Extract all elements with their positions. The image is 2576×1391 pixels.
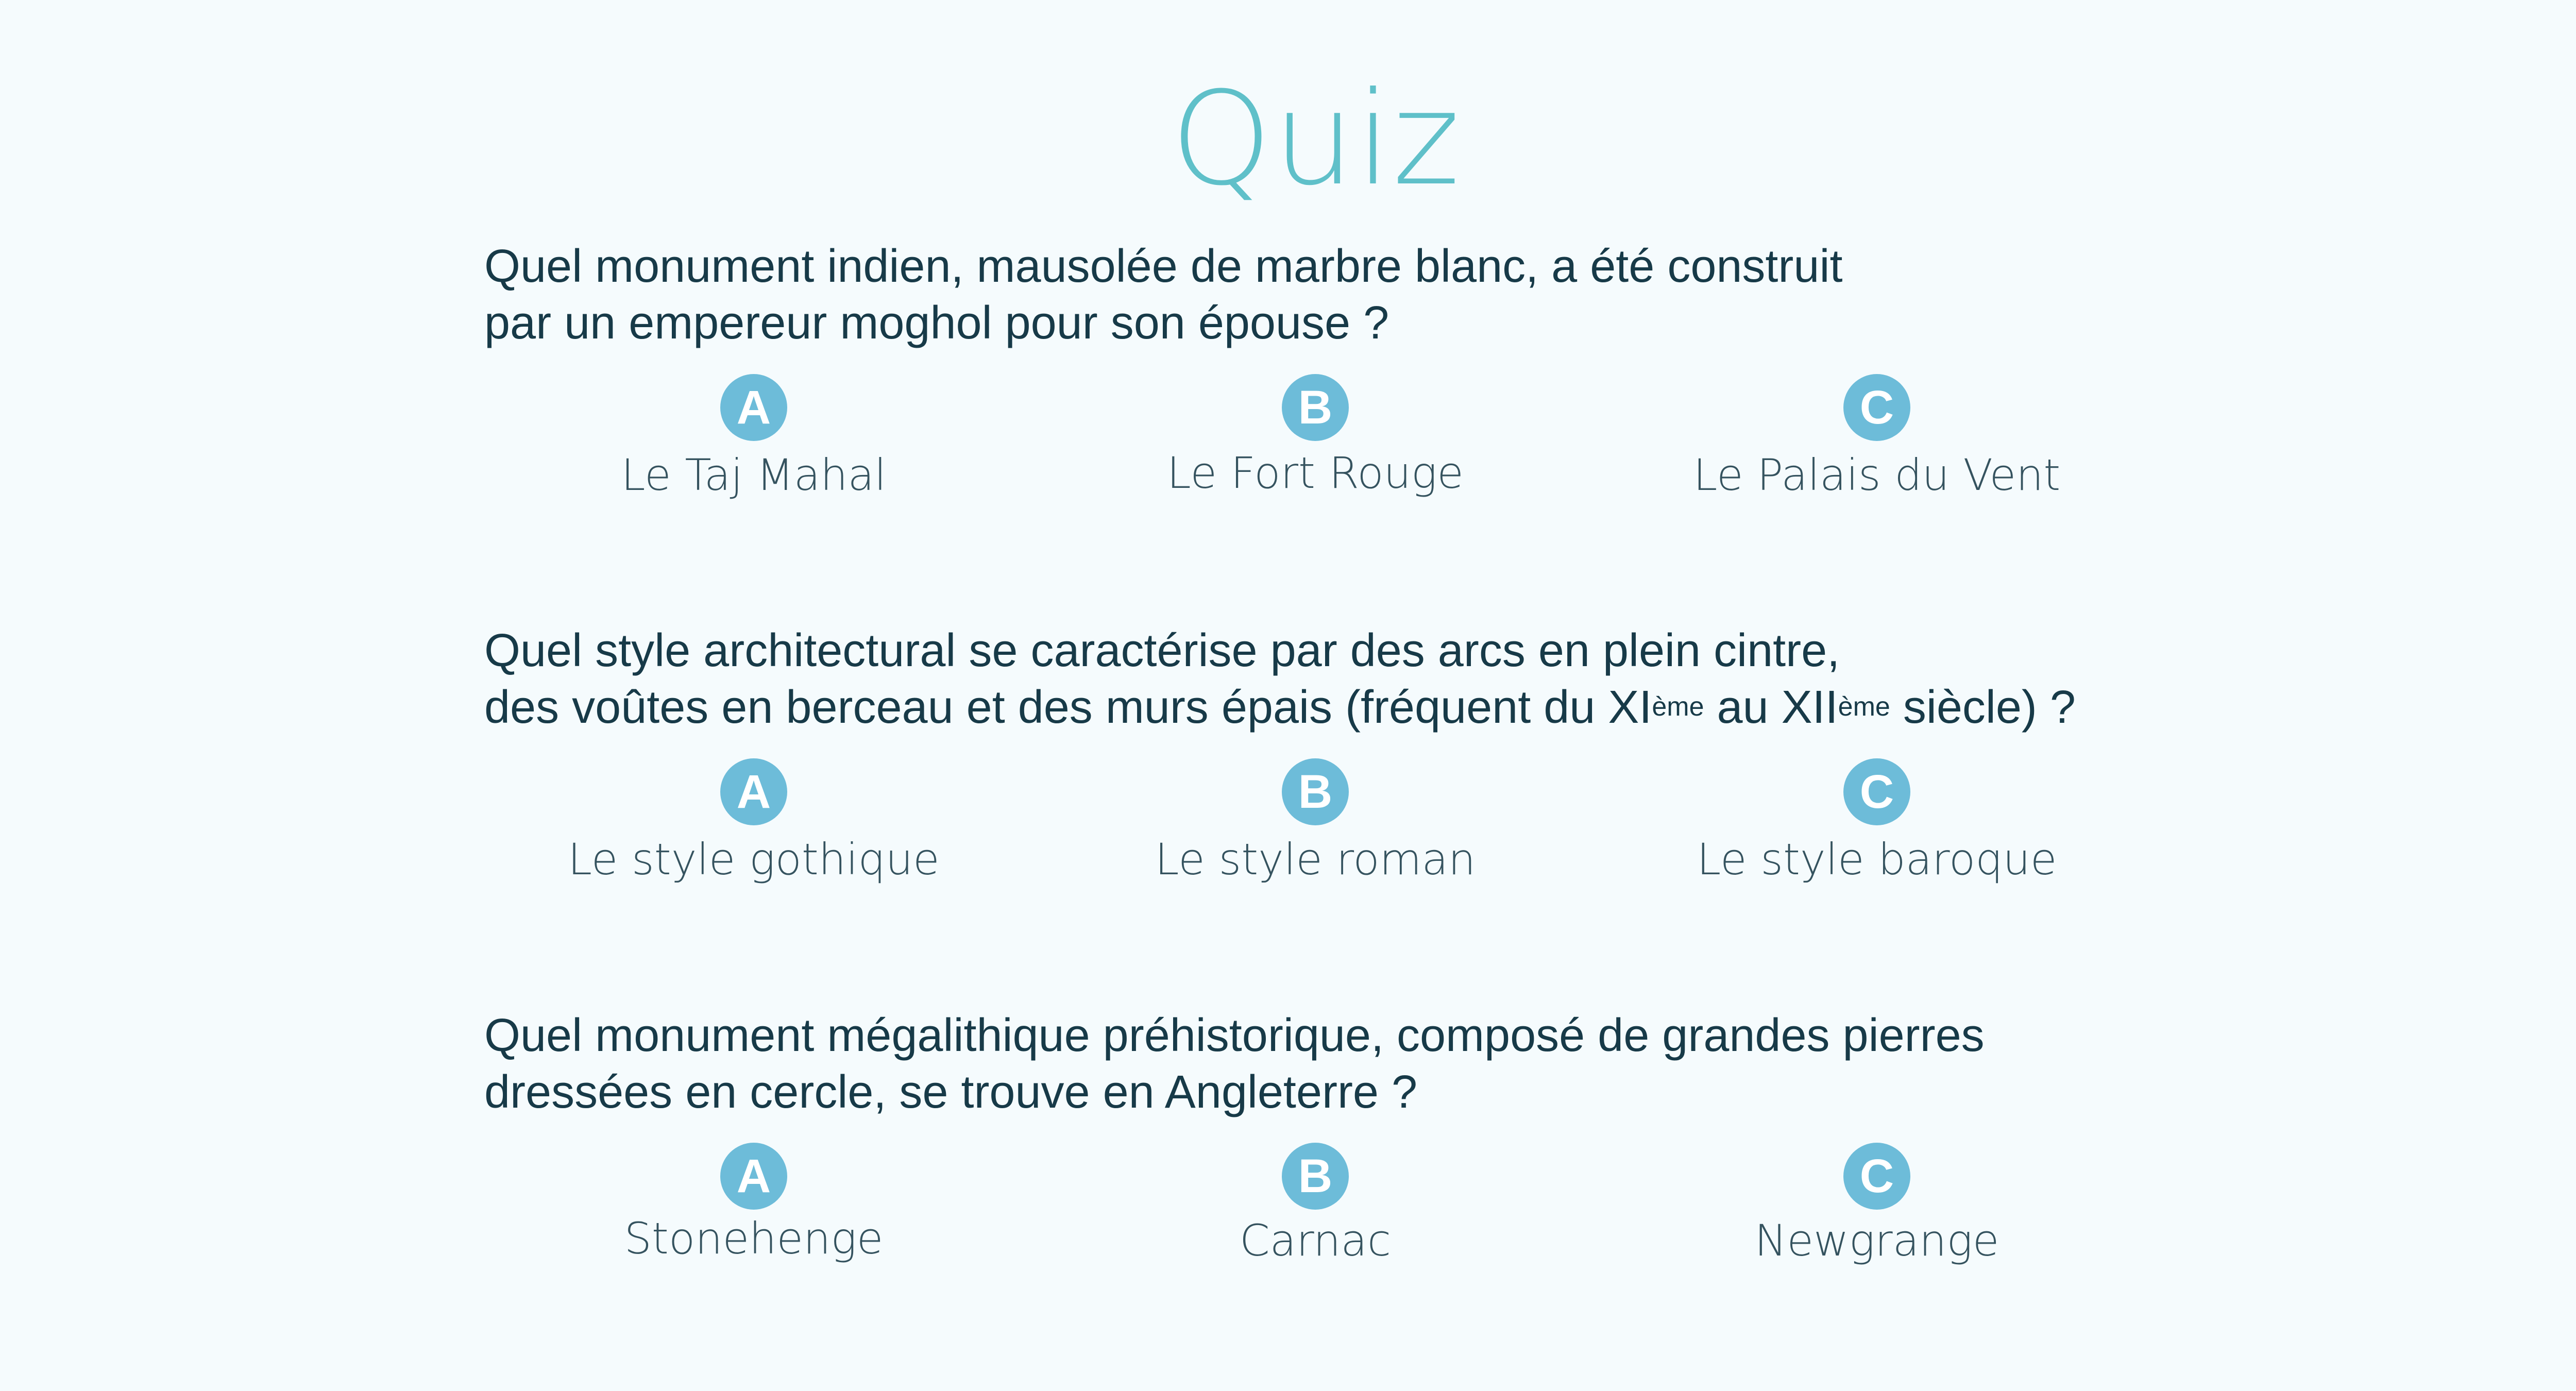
question-3-line-2: dressées en cercle, se trouve en Angleterre ?	[484, 1066, 1418, 1118]
question-1-line-2: par un empereur moghol pour son épouse ?	[484, 297, 1389, 349]
option-b-answer[interactable]: Le Fort Rouge	[1167, 448, 1464, 498]
question-3-line-1: Quel monument mégalithique préhistorique, composé de grandes pierres	[484, 1010, 1985, 1061]
option-b-badge[interactable]: B	[1282, 374, 1349, 441]
option-c-badge[interactable]: C	[1843, 758, 1910, 825]
question-1	[484, 238, 2236, 351]
option-a-answer[interactable]: Stonehenge	[624, 1213, 884, 1264]
superscript-eme: ème	[1838, 692, 1890, 722]
option-c-badge[interactable]: C	[1843, 1143, 1910, 1210]
option-c-answer[interactable]: Newgrange	[1754, 1215, 1999, 1266]
option-b-badge[interactable]: B	[1282, 1143, 1349, 1210]
option-c-answer[interactable]: Le Palais du Vent	[1693, 450, 2061, 500]
option-a-badge[interactable]: A	[720, 1143, 787, 1210]
option-a-answer[interactable]: Le style gothique	[568, 834, 940, 885]
question-3	[484, 1007, 2236, 1121]
question-2-line-1: Quel style architectural se caractérise par des arcs en plein cintre,	[484, 625, 1840, 676]
question-1-line-1: Quel monument indien, mausolée de marbre blanc, a été construit	[484, 241, 1843, 292]
option-c-badge[interactable]: C	[1843, 374, 1910, 441]
question-2	[484, 622, 2236, 736]
option-a-answer[interactable]: Le Taj Mahal	[621, 450, 887, 500]
option-a-badge[interactable]: A	[720, 374, 787, 441]
option-a-badge[interactable]: A	[720, 758, 787, 825]
option-b-answer[interactable]: Le style roman	[1155, 834, 1476, 885]
quiz-title: Quiz	[1171, 64, 1461, 214]
option-b-badge[interactable]: B	[1282, 758, 1349, 825]
superscript-eme: ème	[1652, 692, 1704, 722]
question-2-line-2: des voûtes en berceau et des murs épais (fréquent du XIème au XIIème siècle) ?	[484, 682, 2076, 733]
option-b-answer[interactable]: Carnac	[1239, 1215, 1392, 1266]
option-c-answer[interactable]: Le style baroque	[1697, 834, 2057, 885]
